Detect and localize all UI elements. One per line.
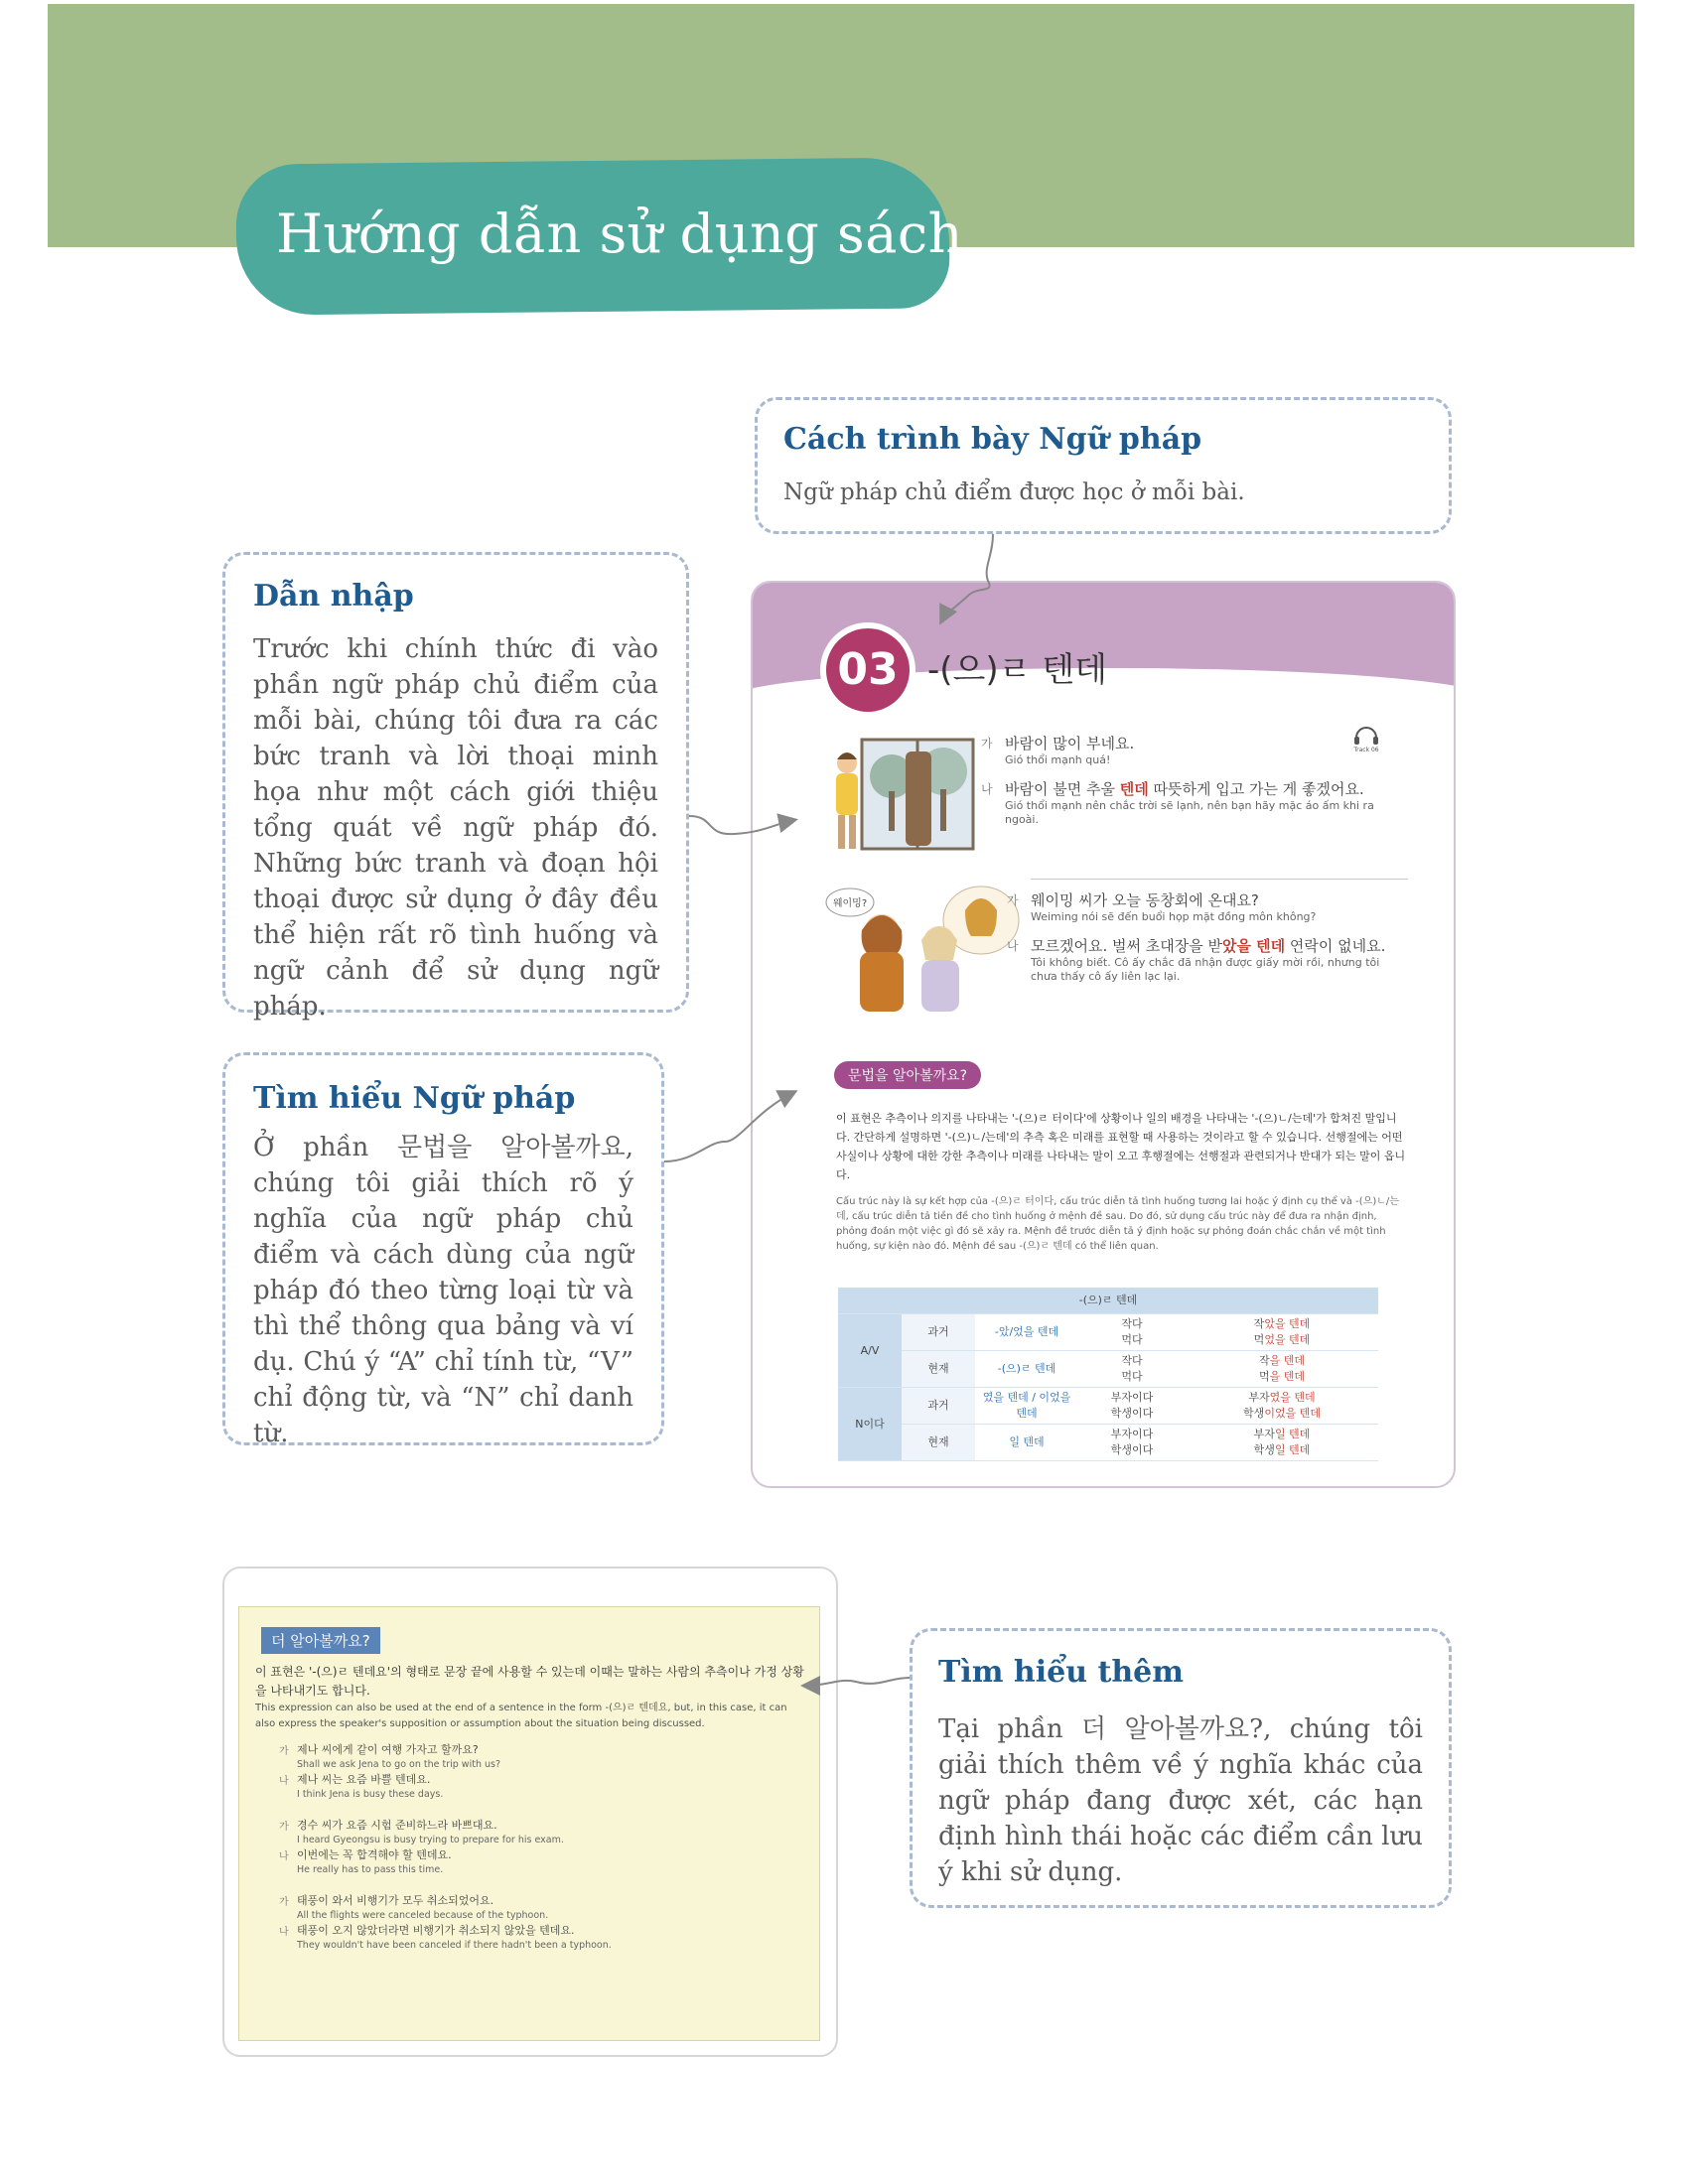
table-tense: 과거 — [902, 1388, 975, 1425]
table-tense: 현재 — [902, 1425, 975, 1461]
callout-more-text: Tại phần 더 알아볼까요?, chúng tôi giải thích thêm về ý nghĩa khác của ngữ pháp đang được xét, các hạn định hình thái hoặc các điểm cần lưu ý khi sử dụng. — [938, 1714, 1423, 1887]
speaker-ga: 가 — [1007, 893, 1019, 907]
callout-grammar-text: Ngữ pháp chủ điểm được học ở mỗi bài. — [783, 479, 1245, 505]
example-pair: 나 제나 씨는 요즘 바쁠 텐데요. I think Jena is busy these days. — [255, 1772, 807, 1802]
example-na-korean: 태풍이 오지 않았더라면 비행기가 취소되지 않았을 텐데요. — [297, 1924, 575, 1937]
table-results: 작을 텐데 먹을 텐데 — [1186, 1351, 1378, 1388]
example-ga-english: I heard Gyeongsu is busy trying to prepare for his exam. — [297, 1835, 564, 1845]
highlight-ending: 았을 텐데 — [1221, 937, 1286, 955]
callout-learn-text: Ở phần 문법을 알아볼까요, chúng tôi giải thích rõ ý nghĩa của ngữ pháp chủ điểm và cách dùng của ngữ pháp đó theo từng loại từ và thì thể thông qua bảng và ví dụ. Chú ý “A” chỉ tính từ, “V” chỉ động từ, và “N” chỉ danh từ. — [253, 1133, 633, 1448]
table-results: 부자였을 텐데 학생이었을 텐데 — [1186, 1388, 1378, 1425]
lesson-grammar-title: -(으)ㄹ 텐데 — [927, 650, 1107, 690]
speaker-na: 나 — [1007, 939, 1019, 953]
table-tense: 과거 — [902, 1314, 975, 1351]
table-ending: -(으)ㄹ 텐데 — [975, 1351, 1078, 1388]
callout-learn-heading: Tìm hiểu Ngữ pháp — [253, 1081, 576, 1116]
example-pair: 가 경수 씨가 요즘 시험 준비하느라 바쁘대요. I heard Gyeongsu is busy trying to prepare for his exam. — [255, 1818, 807, 1847]
table-header: -(으)ㄹ 텐데 — [838, 1288, 1378, 1314]
section-tag-grammar: 문법을 알아볼까요? — [834, 1061, 981, 1089]
example-ga-korean: 경수 씨가 요즘 시험 준비하느라 바쁘대요. — [297, 1819, 497, 1832]
table-group-label: N이다 — [838, 1388, 902, 1461]
dialog-1-ga-vietnamese: Gió thổi mạnh quá! — [1005, 753, 1111, 766]
highlight-ending: 텐데 — [1119, 780, 1149, 798]
dialog-2-na-vietnamese: Tôi không biết. Cô ấy chắc đã nhận được giấy mời rồi, nhưng tôi chưa thấy cô ấy liên lạc lại. — [1031, 956, 1380, 983]
example-na-korean: 제나 씨는 요즘 바쁠 텐데요. — [297, 1773, 431, 1786]
table-words: 작다 먹다 — [1078, 1314, 1186, 1351]
speaker-ga: 가 — [981, 737, 993, 751]
table-words: 부자이다 학생이다 — [1078, 1425, 1186, 1461]
example-pair: 나 태풍이 오지 않았더라면 비행기가 취소되지 않았을 텐데요. They wouldn't have been canceled if there hadn't been a typhoon. — [255, 1923, 807, 1953]
page-title: Hướng dẫn sử dụng sách — [276, 203, 963, 265]
arrow-grammar — [941, 534, 993, 621]
learn-more-english: This expression can also be used at the end of a sentence in the form -(으)ㄹ 텐데요, but, in this case, it can also express the speaker's supposition or assumption about the situation being discussed. — [255, 1703, 787, 1729]
arrow-more — [804, 1678, 910, 1686]
lesson-number-badge: 03 — [826, 628, 910, 712]
grammar-explanation-vietnamese: Cấu trúc này là sự kết hợp của -(으)ㄹ 터이다, cấu trúc diễn tả tình huống tương lai hoặc ý định cụ thể và -(으)ㄴ/는데, cấu trúc diễn tả tiền đề cho tình huống ở mệnh đề sau. Do đó, sử dụng cấu trúc này để đưa ra nhận định, phỏng đoán một việc gì đó sẽ xảy ra. Mệnh đề trước diễn tả ý định hoặc sự phỏng đoán chắc chắn về một tình huống, sự kiện nào đó. Mệnh đề sau -(으)ㄹ 텐데 có thể liên quan. — [836, 1196, 1399, 1252]
grammar-explanation-korean: 이 표현은 추측이나 의지를 나타내는 '-(으)ㄹ 터이다'에 상황이나 일의 배경을 나타내는 '-(으)ㄴ/는데'가 합쳐진 말입니다. 간단하게 설명하면 '-(으)ㄴ/는데'의 추측 혹은 미래를 표현할 때 사용하는 것이라고 할 수 있습니다. 선행절에는 어떤 사실이나 상황에 대한 강한 추측이나 미래를 나타내는 말이 오고 후행절에는 선행절과 관련되거나 반대가 되는 말이 옵니다. — [836, 1112, 1406, 1181]
callout-intro-text: Trước khi chính thức đi vào phần ngữ pháp chủ điểm của mỗi bài, chúng tôi đưa ra các bức tranh và lời thoại minh họa như một cách giới thiệu tổng quát về ngữ pháp đó. Những bức tranh và đoạn hội thoại được sử dụng ở đây đều thể hiện rất rõ tình huống và ngữ cảnh để sử dụng ngữ pháp. — [253, 634, 658, 1022]
table-words: 부자이다 학생이다 — [1078, 1388, 1186, 1425]
example-na-english: I think Jena is busy these days. — [297, 1789, 444, 1800]
example-pair: 나 이번에는 꼭 합격해야 할 텐데요. He really has to pass this time. — [255, 1847, 807, 1877]
table-ending: 일 텐데 — [975, 1425, 1078, 1461]
dialog-1-na-korean: 바람이 불면 추울 텐데 따뜻하게 입고 가는 게 좋겠어요. — [1005, 780, 1364, 798]
table-ending: -았/었을 텐데 — [975, 1314, 1078, 1351]
example-ga-korean: 제나 씨에게 같이 여행 가자고 할까요? — [297, 1743, 479, 1756]
table-results: 작았을 텐데 먹었을 텐데 — [1186, 1314, 1378, 1351]
dialog-2-ga-korean: 웨이밍 씨가 오늘 동창회에 온대요? — [1031, 891, 1259, 909]
example-pair: 가 태풍이 와서 비행기가 모두 취소되었어요. All the flights were canceled because of the typhoon. — [255, 1893, 807, 1923]
table-words: 작다 먹다 — [1078, 1351, 1186, 1388]
learn-more-tag: 더 알아볼까요? — [261, 1627, 380, 1654]
callout-grammar-heading: Cách trình bày Ngữ pháp — [783, 422, 1202, 457]
callout-more-heading: Tìm hiểu thêm — [938, 1655, 1184, 1690]
track-label: Track 06 — [1353, 747, 1379, 753]
speech-bubble: 웨이밍? — [832, 898, 868, 909]
table-tense: 현재 — [902, 1351, 975, 1388]
example-ga-english: All the flights were canceled because of the typhoon. — [297, 1910, 549, 1921]
arrow-learn — [664, 1092, 794, 1161]
example-pair: 가 제나 씨에게 같이 여행 가자고 할까요? Shall we ask Jena to go on the trip with us? — [255, 1742, 807, 1772]
dialog-2-na-korean: 모르겠어요. 벌써 초대장을 받았을 텐데 연락이 없네요. — [1031, 937, 1386, 955]
dialog-2-ga-vietnamese: Weiming nói sẽ đến buổi họp mặt đồng môn không? — [1031, 910, 1317, 923]
table-results: 부자일 텐데 학생일 텐데 — [1186, 1425, 1378, 1461]
arrow-intro — [689, 816, 794, 834]
table-group-label: A/V — [838, 1314, 902, 1388]
callout-intro-heading: Dẫn nhập — [253, 579, 414, 614]
dialog-1-ga-korean: 바람이 많이 부네요. — [1005, 735, 1135, 752]
example-ga-korean: 태풍이 와서 비행기가 모두 취소되었어요. — [297, 1894, 494, 1907]
example-na-english: He really has to pass this time. — [297, 1864, 444, 1875]
dialog-1-na-vietnamese: Gió thổi mạnh nên chắc trời sẽ lạnh, nên bạn hãy mặc áo ấm khi ra ngoài. — [1005, 799, 1374, 826]
example-na-english: They wouldn't have been canceled if there hadn't been a typhoon. — [297, 1940, 612, 1951]
learn-more-korean: 이 표현은 '-(으)ㄹ 텐데요'의 형태로 문장 끝에 사용할 수 있는데 이때는 말하는 사람의 추측이나 가정 상황을 나타내기도 합니다. — [255, 1665, 804, 1698]
table-ending: 였을 텐데 / 이었을 텐데 — [975, 1388, 1078, 1425]
example-ga-english: Shall we ask Jena to go on the trip with us? — [297, 1759, 500, 1770]
example-na-korean: 이번에는 꼭 합격해야 할 텐데요. — [297, 1848, 452, 1861]
speaker-na: 나 — [981, 782, 993, 796]
